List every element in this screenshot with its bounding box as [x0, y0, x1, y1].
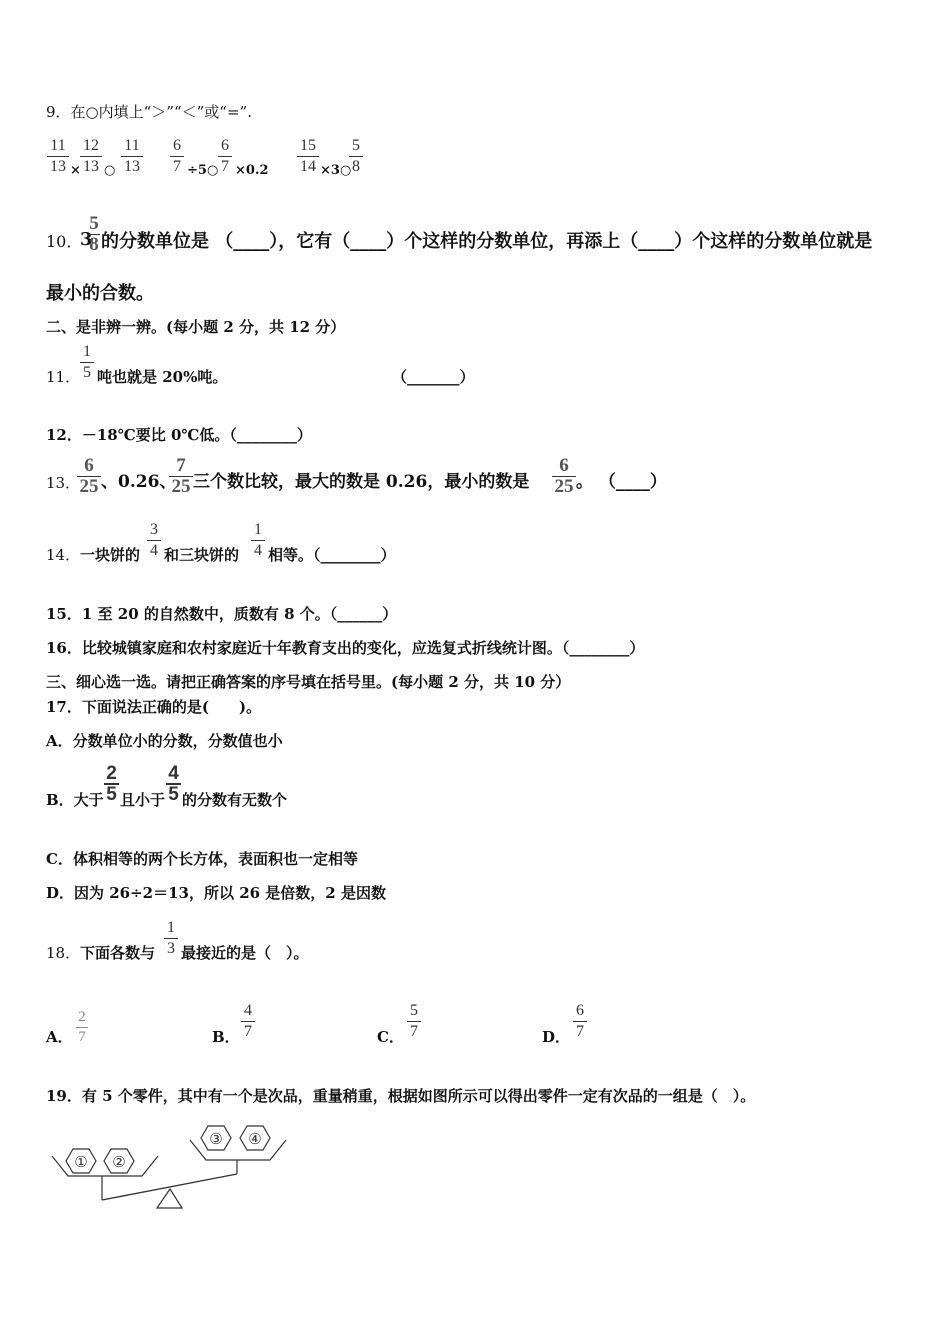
q13-answer-blank[interactable]: 。 （____） — [576, 472, 667, 492]
q11-text: 吨也就是 20%吨。 — [97, 368, 228, 386]
q9-fraction-4: 6 7 — [170, 137, 184, 176]
q9-fraction-5: 6 7 — [218, 137, 232, 176]
svg-text:③: ③ — [209, 1130, 223, 1148]
q18-option-a-fraction: 2 7 — [76, 1009, 88, 1046]
part-3 — [201, 1126, 231, 1150]
q18-option-b-label[interactable]: B． — [212, 1028, 240, 1046]
section-3-heading: 三、细心选一选。请把正确答案的序号填在括号里。(每小题 2 分，共 10 分） — [46, 673, 571, 691]
svg-text:②: ② — [112, 1153, 126, 1171]
q9-fraction-2: 12 13 — [80, 137, 102, 176]
q17-option-a[interactable]: A．分数单位小的分数，分数值也小 — [46, 732, 283, 750]
q11-answer-blank[interactable]: （_______） — [392, 368, 475, 386]
section-2-heading: 二、是非辨一辨。(每小题 2 分，共 12 分） — [46, 318, 346, 336]
q11-fraction: 1 5 — [80, 343, 94, 382]
q16-text: 16．比较城镇家庭和农村家庭近十年教育支出的变化，应选复式折线统计图。（________） — [46, 639, 645, 657]
part-2 — [104, 1149, 134, 1173]
q9-fraction-6: 15 14 — [297, 137, 319, 176]
q10-line2: 最小的合数。 — [46, 283, 154, 304]
q18-text-1: 下面各数与 — [80, 944, 156, 962]
q10-line1: 的分数单位是 （____），它有（____）个这样的分数单位，再添上（____）个这样的分数单位就是 — [101, 231, 873, 252]
q17-option-b-fraction-1: 2 5 — [104, 764, 119, 804]
q17-option-d[interactable]: D．因为 26÷2＝13，所以 26 是倍数，2 是因数 — [46, 884, 386, 902]
q18-option-a-label[interactable]: A． — [46, 1028, 73, 1046]
q14-text-1: 一块饼的 — [80, 546, 141, 564]
q13-text-1: 、0.26、 — [101, 472, 177, 492]
q19-prompt: 19．有 5 个零件，其中有一个是次品，重量稍重，根据如图所示可以得出零件一定有次品的一组是（ ）。 — [46, 1087, 756, 1105]
scale-beam — [102, 1174, 237, 1200]
q14-number: 14． — [46, 546, 81, 564]
part-4 — [240, 1126, 270, 1150]
q9-operator-2[interactable]: ÷5○ — [187, 163, 219, 178]
q18-option-d-label[interactable]: D． — [542, 1028, 571, 1046]
q9-prompt: 9．在○内填上“＞”“＜”或“=”. — [46, 103, 252, 121]
balance-scale-diagram — [40, 1118, 300, 1218]
q13-number: 13． — [46, 474, 81, 492]
q14-text-2: 和三块饼的 — [164, 546, 240, 564]
q13-text-2: 三个数比较，最大的数是 0.26，最小的数是 — [193, 472, 530, 492]
q10-number: 10． — [46, 232, 83, 251]
q15-text: 15．1 至 20 的自然数中，质数有 8 个。（______） — [46, 605, 398, 623]
q13-fraction-1: 6 25 — [77, 456, 101, 497]
q10-whole: 3 — [80, 229, 93, 250]
q9-circle-1[interactable]: ○ — [104, 163, 116, 178]
q11-number: 11． — [46, 368, 81, 386]
q10-fraction: 5 8 — [89, 213, 99, 255]
q18-option-b-fraction: 4 7 — [241, 1002, 255, 1041]
q17-option-b-middle: 且小于 — [120, 791, 166, 809]
scale-fulcrum — [157, 1189, 182, 1208]
q17-option-b-suffix: 的分数有无数个 — [182, 791, 288, 809]
q14-fraction-1: 3 4 — [147, 521, 161, 560]
q13-fraction-2: 7 25 — [169, 456, 193, 497]
q17-option-b-prefix[interactable]: B．大于 — [46, 791, 104, 809]
q18-option-d-fraction: 6 7 — [573, 1002, 587, 1041]
q17-option-b-fraction-2: 4 5 — [166, 764, 181, 804]
q18-number: 18． — [46, 944, 81, 962]
q9-fraction-1: 11 13 — [47, 137, 69, 176]
q9-fraction-3: 11 13 — [121, 137, 143, 176]
q14-fraction-2: 1 4 — [251, 521, 265, 560]
q13-fraction-3: 6 25 — [552, 456, 576, 497]
q9-operator-3: ×0.2 — [235, 163, 269, 178]
q18-text-2: 最接近的是（ ）。 — [181, 944, 309, 962]
q14-answer-blank[interactable]: 相等。（________） — [268, 546, 396, 564]
part-1 — [66, 1149, 96, 1173]
q9-operator-4[interactable]: ×3○ — [320, 163, 352, 178]
svg-text:①: ① — [74, 1153, 88, 1171]
q18-fraction: 1 3 — [164, 919, 178, 958]
svg-text:④: ④ — [248, 1130, 262, 1148]
q17-option-c[interactable]: C．体积相等的两个长方体，表面积也一定相等 — [46, 850, 358, 868]
q18-option-c-label[interactable]: C． — [377, 1028, 404, 1046]
q9-fraction-7: 5 8 — [349, 137, 363, 176]
q17-prompt: 17．下面说法正确的是( )。 — [46, 698, 262, 716]
q12-text: 12．－18℃要比 0℃低。（________） — [46, 426, 312, 444]
q9-operator-1: × — [70, 163, 81, 178]
q18-option-c-fraction: 5 7 — [407, 1002, 421, 1041]
